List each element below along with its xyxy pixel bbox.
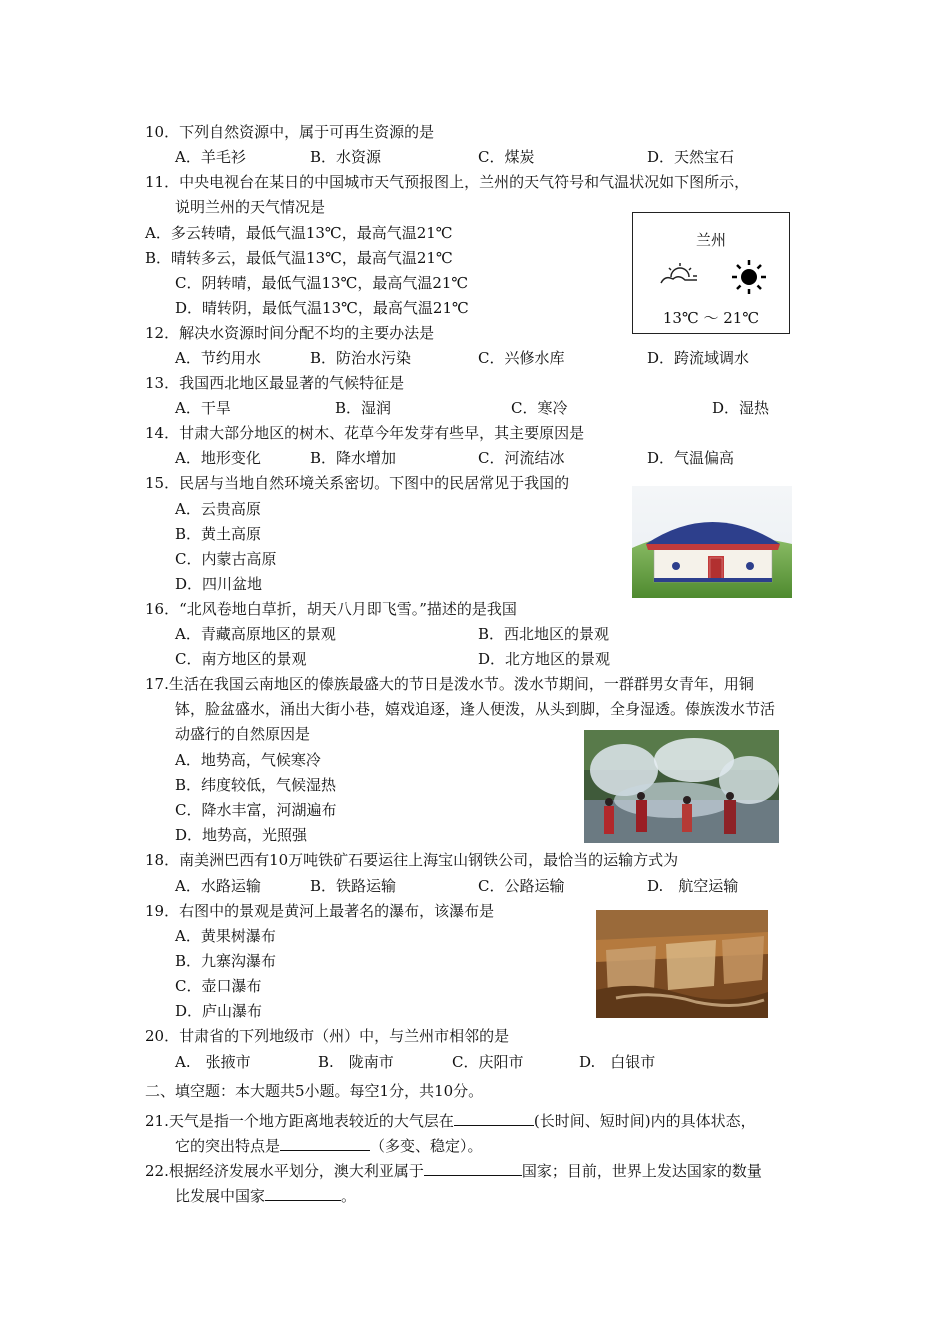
q17-option-c[interactable]: C．降水丰富，河湖遍布: [175, 801, 337, 819]
q17-stem-cont-2: 动盛行的自然原因是: [175, 725, 311, 743]
q10-option-c[interactable]: C．煤炭: [478, 148, 535, 166]
q14-option-d[interactable]: D．气温偏高: [647, 449, 735, 467]
q20-option-d[interactable]: D. 白银市: [579, 1053, 656, 1071]
q12-option-c[interactable]: C．兴修水库: [478, 349, 565, 367]
q21-text-b: (长时间、短时间)内的具体状态，: [533, 1112, 756, 1130]
q22-text-d: 。: [341, 1187, 357, 1205]
q22-blank-1[interactable]: [424, 1161, 522, 1176]
q17-stem-cont-1: 钵，脸盆盛水，涌出大街小巷，嬉戏追逐，逢人便泼，从头到脚，全身湿透。傣族泼水节活: [175, 700, 776, 718]
q16-option-c[interactable]: C．南方地区的景观: [175, 650, 307, 668]
q18-option-a[interactable]: A．水路运输: [175, 877, 261, 895]
sun-icon: [731, 259, 767, 295]
q15-option-d[interactable]: D．四川盆地: [175, 575, 263, 593]
partly-cloudy-icon: [657, 259, 703, 289]
q21-blank-1[interactable]: [454, 1111, 534, 1126]
q22-line-1: [145, 1161, 762, 1181]
q13-option-a[interactable]: A．干旱: [175, 399, 231, 417]
q10-option-a[interactable]: A．羊毛衫: [175, 148, 246, 166]
hukou-waterfall-photo: [596, 910, 768, 1018]
q11-option-a[interactable]: A．多云转晴，最低气温13℃，最高气温21℃: [145, 224, 453, 242]
q13-stem: 13．我国西北地区最显著的气候特征是: [145, 374, 405, 392]
q10-option-b[interactable]: B．水资源: [310, 148, 382, 166]
q10-stem: 10．下列自然资源中，属于可再生资源的是: [145, 123, 435, 141]
q19-option-a[interactable]: A．黄果树瀑布: [175, 927, 276, 945]
q20-stem: 20．甘肃省的下列地级市（州）中，与兰州市相邻的是: [145, 1027, 510, 1045]
q13-option-b[interactable]: B．湿润: [335, 399, 392, 417]
q19-option-c[interactable]: C．壶口瀑布: [175, 977, 262, 995]
q22-line-2: [175, 1186, 356, 1206]
q14-option-c[interactable]: C．河流结冰: [478, 449, 565, 467]
q15-option-b[interactable]: B．黄土高原: [175, 525, 262, 543]
q21-blank-2[interactable]: [280, 1136, 370, 1151]
q22-blank-2[interactable]: [265, 1186, 341, 1201]
q12-option-a[interactable]: A．节约用水: [175, 349, 261, 367]
q19-stem: 19．右图中的景观是黄河上最著名的瀑布，该瀑布是: [145, 902, 495, 920]
q16-option-b[interactable]: B．西北地区的景观: [478, 625, 610, 643]
section-2-heading: 二、填空题：本大题共5小题。每空1分，共10分。: [145, 1082, 484, 1100]
q11-option-c[interactable]: C．阴转晴，最低气温13℃，最高气温21℃: [175, 274, 469, 292]
q12-stem: 12．解决水资源时间分配不均的主要办法是: [145, 324, 435, 342]
q11-option-b[interactable]: B．晴转多云，最低气温13℃，最高气温21℃: [145, 249, 453, 267]
q15-option-c[interactable]: C．内蒙古高原: [175, 550, 277, 568]
q21-text-a: 21.天气是指一个地方距离地表较近的大气层在: [145, 1112, 454, 1130]
q19-option-b[interactable]: B．九寨沟瀑布: [175, 952, 277, 970]
q18-stem: 18．南美洲巴西有10万吨铁矿石要运往上海宝山钢铁公司，最恰当的运输方式为: [145, 851, 679, 869]
q17-option-b[interactable]: B．纬度较低，气候湿热: [175, 776, 337, 794]
q10-option-d[interactable]: D．天然宝石: [647, 148, 735, 166]
q21-line-2: [175, 1136, 483, 1156]
q18-option-b[interactable]: B．铁路运输: [310, 877, 397, 895]
weather-city-label: 兰州: [695, 231, 726, 249]
q13-option-d[interactable]: D．湿热: [712, 399, 770, 417]
yurt-photo: [632, 486, 792, 598]
q14-option-b[interactable]: B．降水增加: [310, 449, 397, 467]
q16-stem: 16．“北风卷地白草折，胡天八月即飞雪。”描述的是我国: [145, 600, 517, 618]
q20-option-c[interactable]: C．庆阳市: [452, 1053, 524, 1071]
q13-option-c[interactable]: C．寒冷: [511, 399, 568, 417]
q18-option-d[interactable]: D. 航空运输: [647, 877, 739, 895]
q16-option-a[interactable]: A．青藏高原地区的景观: [175, 625, 336, 643]
q15-option-a[interactable]: A．云贵高原: [175, 500, 261, 518]
weather-temperature-range: 13℃ ～ 21℃: [662, 309, 760, 327]
q11-stem-cont: 说明兰州的天气情况是: [175, 198, 326, 216]
q11-option-d[interactable]: D．晴转阴，最低气温13℃，最高气温21℃: [175, 299, 469, 317]
q14-option-a[interactable]: A．地形变化: [175, 449, 261, 467]
q22-text-b: 国家；目前，世界上发达国家的数量: [521, 1162, 762, 1180]
q14-stem: 14．甘肃大部分地区的树木、花草今年发芽有些早，其主要原因是: [145, 424, 585, 442]
q12-option-b[interactable]: B．防治水污染: [310, 349, 412, 367]
q22-text-a: 22.根据经济发展水平划分，澳大利亚属于: [145, 1162, 424, 1180]
q16-option-d[interactable]: D．北方地区的景观: [478, 650, 611, 668]
weather-forecast-figure: [632, 212, 790, 334]
q17-option-d[interactable]: D．地势高，光照强: [175, 826, 308, 844]
q15-stem: 15．民居与当地自然环境关系密切。下图中的民居常见于我国的: [145, 474, 570, 492]
q21-text-c: 它的突出特点是: [175, 1137, 281, 1155]
q21-line-1: [145, 1111, 756, 1131]
q22-text-c: 比发展中国家: [175, 1187, 266, 1205]
water-splashing-festival-photo: [584, 730, 779, 843]
q20-option-b[interactable]: B. 陇南市: [318, 1053, 394, 1071]
q19-option-d[interactable]: D．庐山瀑布: [175, 1002, 263, 1020]
q18-option-c[interactable]: C．公路运输: [478, 877, 565, 895]
q20-option-a[interactable]: A. 张掖市: [175, 1053, 251, 1071]
q17-option-a[interactable]: A．地势高，气候寒冷: [175, 751, 321, 769]
q11-stem: 11．中央电视台在某日的中国城市天气预报图上，兰州的天气符号和气温状况如下图所示，: [145, 173, 750, 191]
q21-text-d: （多变、稳定）。: [370, 1137, 483, 1155]
q12-option-d[interactable]: D．跨流域调水: [647, 349, 750, 367]
q17-stem: 17.生活在我国云南地区的傣族最盛大的节日是泼水节。泼水节期间，一群群男女青年，用铜: [145, 675, 754, 693]
